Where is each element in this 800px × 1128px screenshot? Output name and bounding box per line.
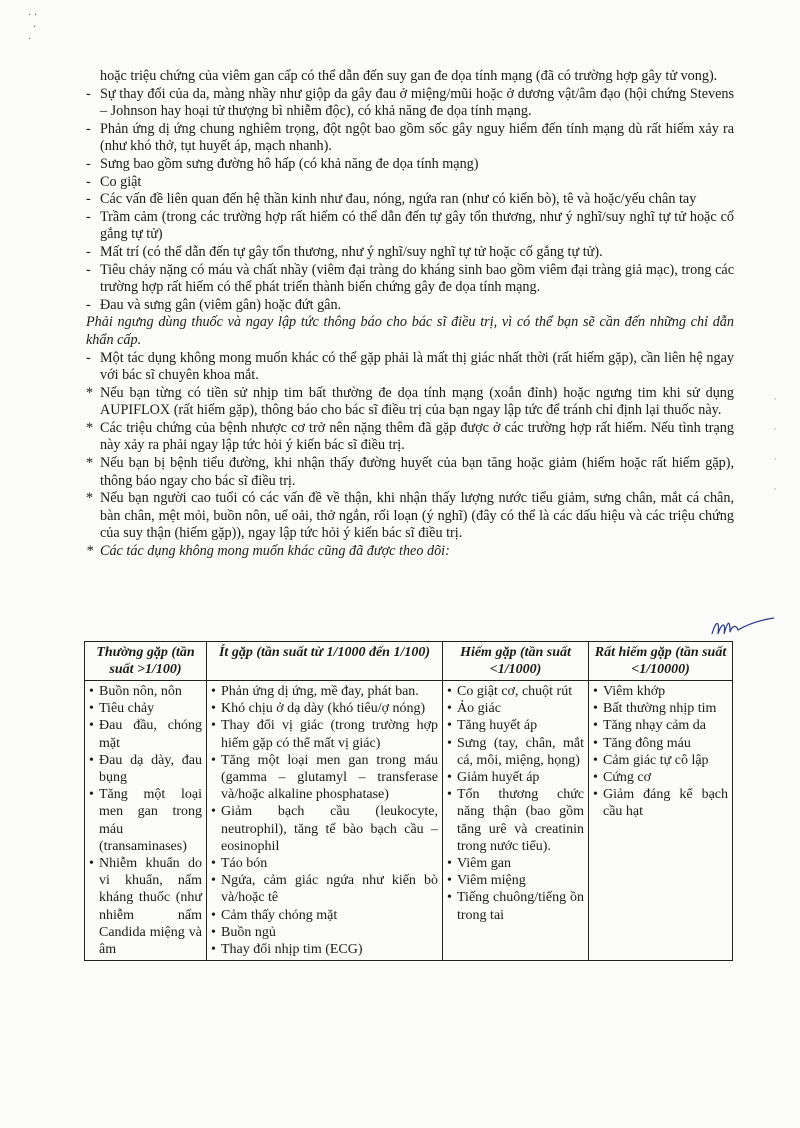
bullet-mark: •: [447, 701, 452, 717]
star-mark: *: [86, 543, 94, 560]
list-item-text: Buồn ngủ: [221, 924, 276, 940]
list-item: [593, 717, 728, 734]
bullet-mark: •: [89, 701, 94, 717]
bullet-mark: •: [593, 684, 598, 699]
list-item-text: Cảm giác tự cô lập: [603, 752, 709, 768]
bullet-mark: •: [89, 684, 94, 699]
star-list: [86, 385, 734, 543]
list-item: [89, 683, 202, 700]
bullet-mark: •: [211, 856, 216, 872]
dash-list: [86, 86, 734, 315]
list-item-text: Khó chịu ở dạ dày (khó tiêu/ợ nóng): [221, 701, 426, 717]
bullet-mark: •: [447, 770, 452, 786]
table-intro-text: Các tác dụng không mong muốn khác cũng đã được theo dõi:: [100, 543, 450, 560]
star-item-text: Nếu bạn người cao tuổi có các vấn đề về thận, khi nhận thấy lượng nước tiểu giảm, sưng chân, mắt cá chân, bàn chân, mệt mỏi, buồn nôn, uể oải, thở ngắn, rối loạn (ý nghĩ) (đây có thể là các dấu hiệu và các triệu chứng của suy thận (hiếm gặp)), ngay lập tức hỏi ý kiến bác sĩ điều trị.: [100, 490, 734, 542]
dash-item-text: Các vấn đề liên quan đến hệ thần kinh như đau, nóng, ngứa ran (như có kiến bò), tê và hoặc/yếu chân tay: [100, 191, 697, 208]
list-item-text: Thay đổi nhịp tim (ECG): [221, 942, 363, 958]
star-item-text: Nếu bạn từng có tiền sử nhịp tim bất thường đe dọa tính mạng (xoắn đỉnh) hoặc ngưng tim khi sử dụng AUPIFLOX (rất hiếm gặp), thông báo cho bác sĩ điều trị của bạn ngay lập tức để tránh chỉ định lại thuốc này.: [100, 384, 734, 419]
star-item-text: Các triệu chứng của bệnh nhược cơ trở nên nặng thêm đã gặp được ở các trường hợp rất hiếm. Nếu tình trạng này xảy ra phải ngay lập tức hỏi ý kiến bác sĩ điều trị.: [100, 419, 734, 454]
list-item: [593, 786, 728, 820]
bullet-mark: •: [593, 787, 598, 803]
list-item-text: Viêm khớp: [603, 684, 666, 699]
list-item-text: Bất thường nhịp tim: [603, 701, 717, 717]
bullet-mark: •: [89, 787, 94, 803]
bullet-mark: •: [89, 718, 94, 734]
dash-item-mark: -: [86, 85, 91, 102]
list-item: [211, 717, 438, 751]
bullet-mark: •: [211, 701, 216, 717]
bullet-mark: •: [89, 856, 94, 872]
dash-item-mark: -: [86, 208, 91, 225]
list-item-text: Tăng một loại men gan trong máu (gamma – glutamyl – transferase và/hoặc alkaline phosphatase): [221, 752, 438, 803]
dash-item: [86, 262, 734, 297]
dash-item: [86, 86, 734, 121]
dash-item: [86, 156, 734, 174]
header-rare: Hiếm gặp (tần suất <1/1000): [443, 642, 589, 681]
list-item-text: Giảm huyết áp: [457, 770, 540, 786]
stop-notice: Phải ngưng dùng thuốc và ngay lập tức thông báo cho bác sĩ điều trị, vì có thể bạn sẽ cần đến những chỉ dẫn khẩn cấp.: [86, 314, 734, 348]
bullet-mark: •: [593, 718, 598, 734]
bullet-mark: •: [211, 924, 216, 940]
dash-item-mark: -: [86, 191, 91, 208]
cell-common: [85, 681, 207, 961]
list-item-text: Tăng huyết áp: [457, 718, 538, 734]
paragraph-continuation: hoặc triệu chứng của viêm gan cấp có thể dẫn đến suy gan đe dọa tính mạng (đã có trường hợp gây tử vong).: [100, 68, 718, 84]
list-item-text: Tăng một loại men gan trong máu (transaminases): [99, 787, 202, 854]
list-item-text: Viêm miệng: [457, 873, 526, 889]
list-item: [447, 735, 584, 769]
bullet-mark: •: [211, 873, 216, 889]
list-item-text: Phản ứng dị ứng, mề đay, phát ban.: [221, 684, 419, 699]
dash-item-text: Mất trí (có thể dẫn đến tự gây tổn thương, như ý nghĩ/suy nghĩ tự tử hoặc cố gắng tự tử).: [100, 243, 603, 260]
list-item-text: Táo bón: [221, 856, 268, 872]
dash-item-text: Trầm cảm (trong các trường hợp rất hiếm có thể dẫn đến tự gây tổn thương, như ý nghĩ/suy nghĩ tự tử hoặc cố gắng tự tử): [100, 208, 734, 243]
dash-item-text: Đau và sưng gân (viêm gân) hoặc đứt gân.: [100, 296, 342, 313]
list-item-text: Thay đổi vị giác (trong trường hợp hiếm gặp có thể mất vị giác): [221, 718, 438, 751]
dash-item-text: Sự thay đổi của da, màng nhầy như giộp da gây đau ở miệng/mũi hoặc ở dương vật/âm đạo (hội chứng Stevens – Johnson hay hoại tử thượng bì nhiễm độc), có khả năng đe dọa tính mạng.: [100, 85, 734, 120]
cell-uncommon: [207, 681, 443, 961]
header-common: Thường gặp (tần suất >1/100): [85, 642, 207, 681]
cell-very-rare: [589, 681, 733, 961]
list-item-text: Sưng (tay, chân, mắt cá, môi, miệng, họng): [457, 735, 584, 768]
list-item-text: Giảm đáng kể bạch cầu hạt: [603, 787, 728, 820]
star-item: [86, 385, 734, 420]
dash-item-text: Co giật: [100, 173, 142, 190]
bullet-mark: •: [447, 718, 452, 734]
list-item: [447, 717, 584, 734]
list-item: [89, 700, 202, 717]
list-item-text: Tiêu chảy: [99, 701, 155, 717]
header-uncommon: Ít gặp (tần suất từ 1/1000 đến 1/100): [207, 642, 443, 681]
bullet-mark: •: [593, 735, 598, 751]
list-item-text: Cứng cơ: [603, 770, 652, 786]
list-item: [89, 855, 202, 958]
list-item-text: Đau dạ dày, đau bụng: [99, 752, 202, 786]
dash-item-mark: -: [86, 243, 91, 260]
list-item: [211, 855, 438, 872]
list-item: [447, 889, 584, 923]
bullet-mark: •: [211, 942, 216, 958]
bullet-mark: •: [447, 735, 452, 751]
bullet-mark: •: [447, 787, 452, 803]
star-item: [86, 490, 734, 543]
list-item: [447, 786, 584, 855]
list-item-text: Tăng nhạy cảm da: [603, 718, 707, 734]
corner-specks: · · · ·: [28, 10, 38, 45]
dash-item-mark: -: [86, 173, 91, 190]
star-item-mark: *: [86, 490, 94, 507]
dash-item-mark: -: [86, 120, 91, 137]
star-item-mark: *: [86, 384, 94, 401]
bullet-mark: •: [211, 907, 216, 923]
list-item-text: Giảm bạch cầu (leukocyte, neutrophil), tăng tế bào bạch cầu – eosinophil: [221, 804, 438, 854]
table-header-row: [85, 642, 733, 681]
bullet-mark: •: [211, 804, 216, 820]
list-item: [211, 683, 438, 700]
bullet-mark: •: [211, 718, 216, 734]
list-item: [211, 907, 438, 924]
vision-item: [86, 350, 734, 385]
cell-rare: [443, 681, 589, 961]
list-item: [211, 700, 438, 717]
list-item-text: Nhiễm khuẩn do vi khuẩn, nấm kháng thuốc (như nhiễm nấm Candida miệng và âm: [99, 856, 202, 958]
document-body: [86, 68, 734, 561]
dash-item: [86, 191, 734, 209]
signature-mark: [708, 612, 778, 642]
dash-item: [86, 209, 734, 244]
table-intro: [86, 543, 734, 561]
list-item: [593, 735, 728, 752]
list-item: [211, 752, 438, 804]
margin-marks: · · · ·: [773, 394, 777, 494]
dash-item: [86, 174, 734, 192]
dash-mark: -: [86, 349, 91, 366]
dash-item-text: Sưng bao gồm sưng đường hô hấp (có khả năng đe dọa tính mạng): [100, 155, 479, 172]
list-item: [593, 752, 728, 769]
list-item: [211, 941, 438, 958]
list-item: [89, 786, 202, 855]
list-item: [211, 924, 438, 941]
bullet-mark: •: [593, 701, 598, 717]
list-item-text: Đau đầu, chóng mặt: [99, 718, 202, 751]
star-item-mark: *: [86, 419, 94, 436]
bullet-mark: •: [89, 752, 94, 768]
list-item: [211, 872, 438, 906]
bullet-mark: •: [593, 752, 598, 768]
star-item-text: Nếu bạn bị bệnh tiểu đường, khi nhận thấy đường huyết của bạn tăng hoặc giảm (hiếm hoặc rất hiếm gặp), thông báo ngay cho bác sĩ điều trị.: [100, 455, 734, 489]
list-item-text: Tiếng chuông/tiếng ồn trong tai: [457, 890, 584, 923]
list-item: [447, 769, 584, 786]
list-item: [447, 683, 584, 700]
vision-text: Một tác dụng không mong muốn khác có thể gặp phải là mất thị giác nhất thời (rất hiếm gặp), cần liên hệ ngay với bác sĩ chuyên khoa mắt.: [100, 349, 734, 384]
header-very-rare: Rất hiếm gặp (tần suất <1/10000): [589, 642, 733, 681]
bullet-mark: •: [447, 890, 452, 906]
list-item: [593, 769, 728, 786]
list-item: [593, 683, 728, 700]
dash-item: [86, 121, 734, 156]
dash-item-mark: -: [86, 296, 91, 313]
list-item-text: Ngứa, cảm giác ngứa như kiến bò và/hoặc tê: [221, 873, 438, 906]
bullet-mark: •: [447, 873, 452, 889]
list-item-text: Viêm gan: [457, 856, 511, 872]
bullet-mark: •: [211, 752, 216, 768]
dash-item-text: Tiêu chảy nặng có máu và chất nhầy (viêm đại tràng do kháng sinh bao gồm viêm đại tràng giả mạc), trong các trường hợp rất hiếm có thể phát triển thành biến chứng gây đe dọa tính mạng.: [100, 261, 734, 296]
side-effects-table: [84, 641, 733, 961]
list-item-text: Tổn thương chức năng thận (bao gồm tăng urê và creatinin trong nước tiểu).: [457, 787, 584, 854]
bullet-mark: •: [447, 856, 452, 872]
list-item: [89, 717, 202, 751]
list-item-text: Buồn nôn, nôn: [99, 684, 182, 699]
list-item-text: Tăng đông máu: [603, 735, 691, 751]
dash-item-mark: -: [86, 155, 91, 172]
bullet-mark: •: [211, 684, 216, 699]
dash-item-text: Phản ứng dị ứng chung nghiêm trọng, đột ngột bao gồm sốc gây nguy hiểm đến tính mạng dù rất hiếm xảy ra (như khó thở, tụt huyết áp, mạch nhanh).: [100, 120, 734, 155]
list-item: [593, 700, 728, 717]
table-row: [85, 681, 733, 961]
list-item-text: Ảo giác: [457, 701, 501, 717]
dash-item: [86, 297, 734, 315]
list-item: [447, 872, 584, 889]
list-item-text: Cảm thấy chóng mặt: [221, 907, 338, 923]
list-item: [89, 752, 202, 786]
dash-item-mark: -: [86, 261, 91, 278]
star-item-mark: *: [86, 455, 94, 472]
bullet-mark: •: [593, 770, 598, 786]
list-item: [447, 700, 584, 717]
list-item-text: Co giật cơ, chuột rút: [457, 684, 573, 699]
bullet-mark: •: [447, 684, 452, 699]
star-item: [86, 455, 734, 490]
star-item: [86, 420, 734, 455]
list-item: [211, 803, 438, 855]
list-item: [447, 855, 584, 872]
dash-item: [86, 244, 734, 262]
